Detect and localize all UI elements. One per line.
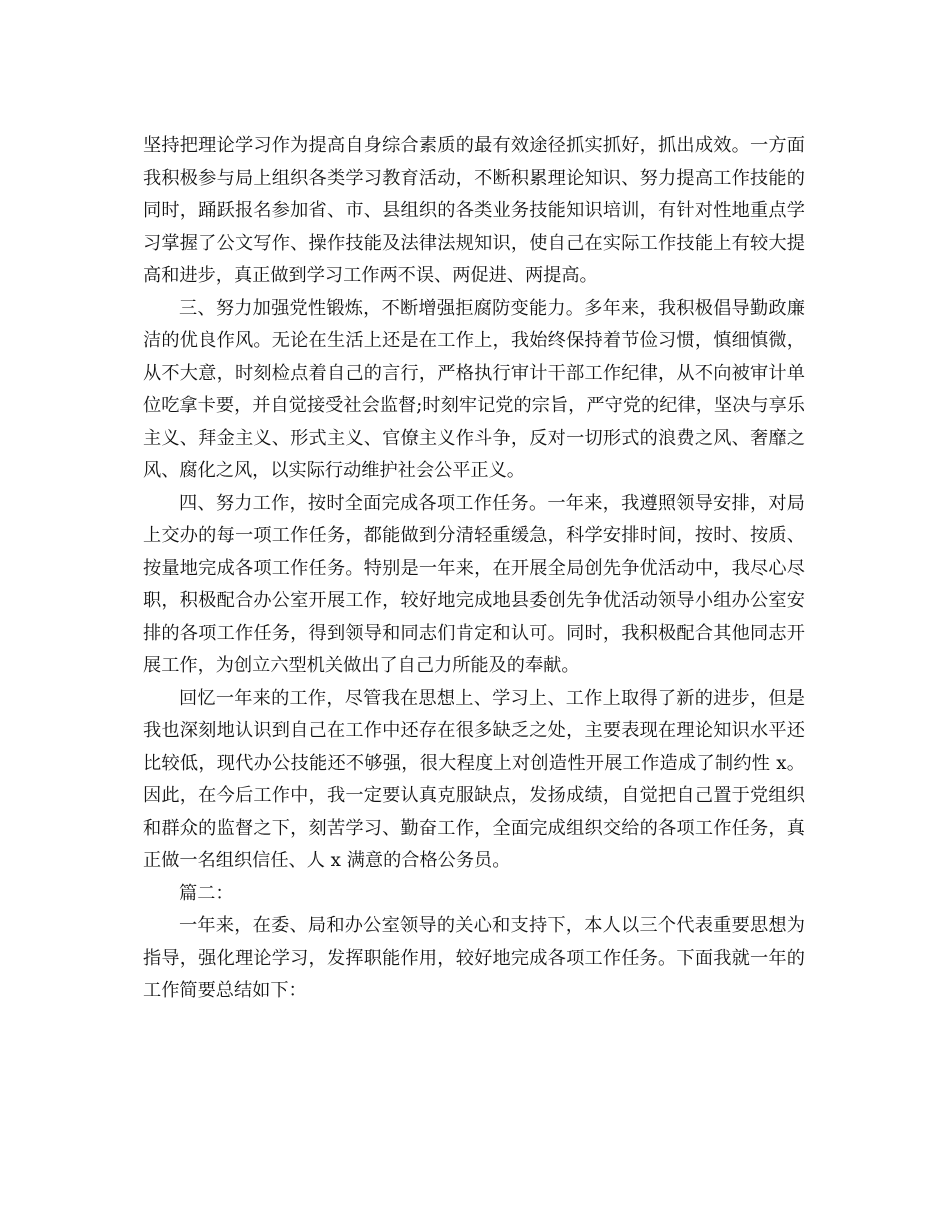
paragraph-work-tasks: 四、努力工作，按时全面完成各项工作任务。一年来，我遵照领导安排，对局上交办的每一项工作任务，都能做到分清轻重缓急，科学安排时间，按时、按质、按量地完成各项工作任务。特别是一年来，在开展全局创先争优活动中，我尽心尽职，积极配合办公室开展工作，较好地完成地县委创先争优活动领导小组办公室安排的各项工作任务，得到领导和同志们肯定和认可。同时，我积极配合其他同志开展工作，为创立六型机关做出了自己力所能及的奉献。 [143,492,805,676]
section-heading: 篇二： [179,882,234,904]
paragraph-party-discipline: 三、努力加强党性锻炼，不断增强拒腐防变能力。多年来，我积极倡导勤政廉洁的优良作风。无论在生活上还是在工作上，我始终保持着节俭习惯，慎细慎微，从不大意，时刻检点着自己的言行，严格执行审计干部工作纪律，从不向被审计单位吃拿卡要，并自觉接受社会监督;时刻牢记党的宗旨，严守党的纪律，坚决与享乐主义、拜金主义、形式主义、官僚主义作斗争，反对一切形式的浪费之风、奢靡之风、腐化之风，以实际行动维护社会公平正义。 [143,297,805,481]
paragraph-study: 坚持把理论学习作为提高自身综合素质的最有效途径抓实抓好，抓出成效。一方面我积极参与局上组织各类学习教育活动，不断积累理论知识、努力提高工作技能的同时，踊跃报名参加省、市、县组织的各类业务技能知识培训，有针对性地重点学习掌握了公文写作、操作技能及法律法规知识，使自己在实际工作技能上有较大提高和进步，真正做到学习工作两不误、两促进、两提高。 [143,135,805,286]
paragraph-reflection: 回忆一年来的工作，尽管我在思想上、学习上、工作上取得了新的进步，但是我也深刻地认识到自己在工作中还存在很多缺乏之处，主要表现在理论知识水平还比较低，现代办公技能还不够强，很大程度上对创造性开展工作造成了制约性 x。因此，在今后工作中，我一定要认真克服缺点，发扬成绩，自觉把自己置于党组织和群众的监督之下，刻苦学习、勤奋工作，全面完成组织交给的各项工作任务，真正做一名组织信任、人 x 满意的合格公务员。 [143,687,805,871]
document-page [143,130,805,1008]
paragraph-intro: 一年来，在委、局和办公室领导的关心和支持下，本人以三个代表重要思想为指导，强化理论学习，发挥职能作用，较好地完成各项工作任务。下面我就一年的工作简要总结如下： [143,915,805,1001]
